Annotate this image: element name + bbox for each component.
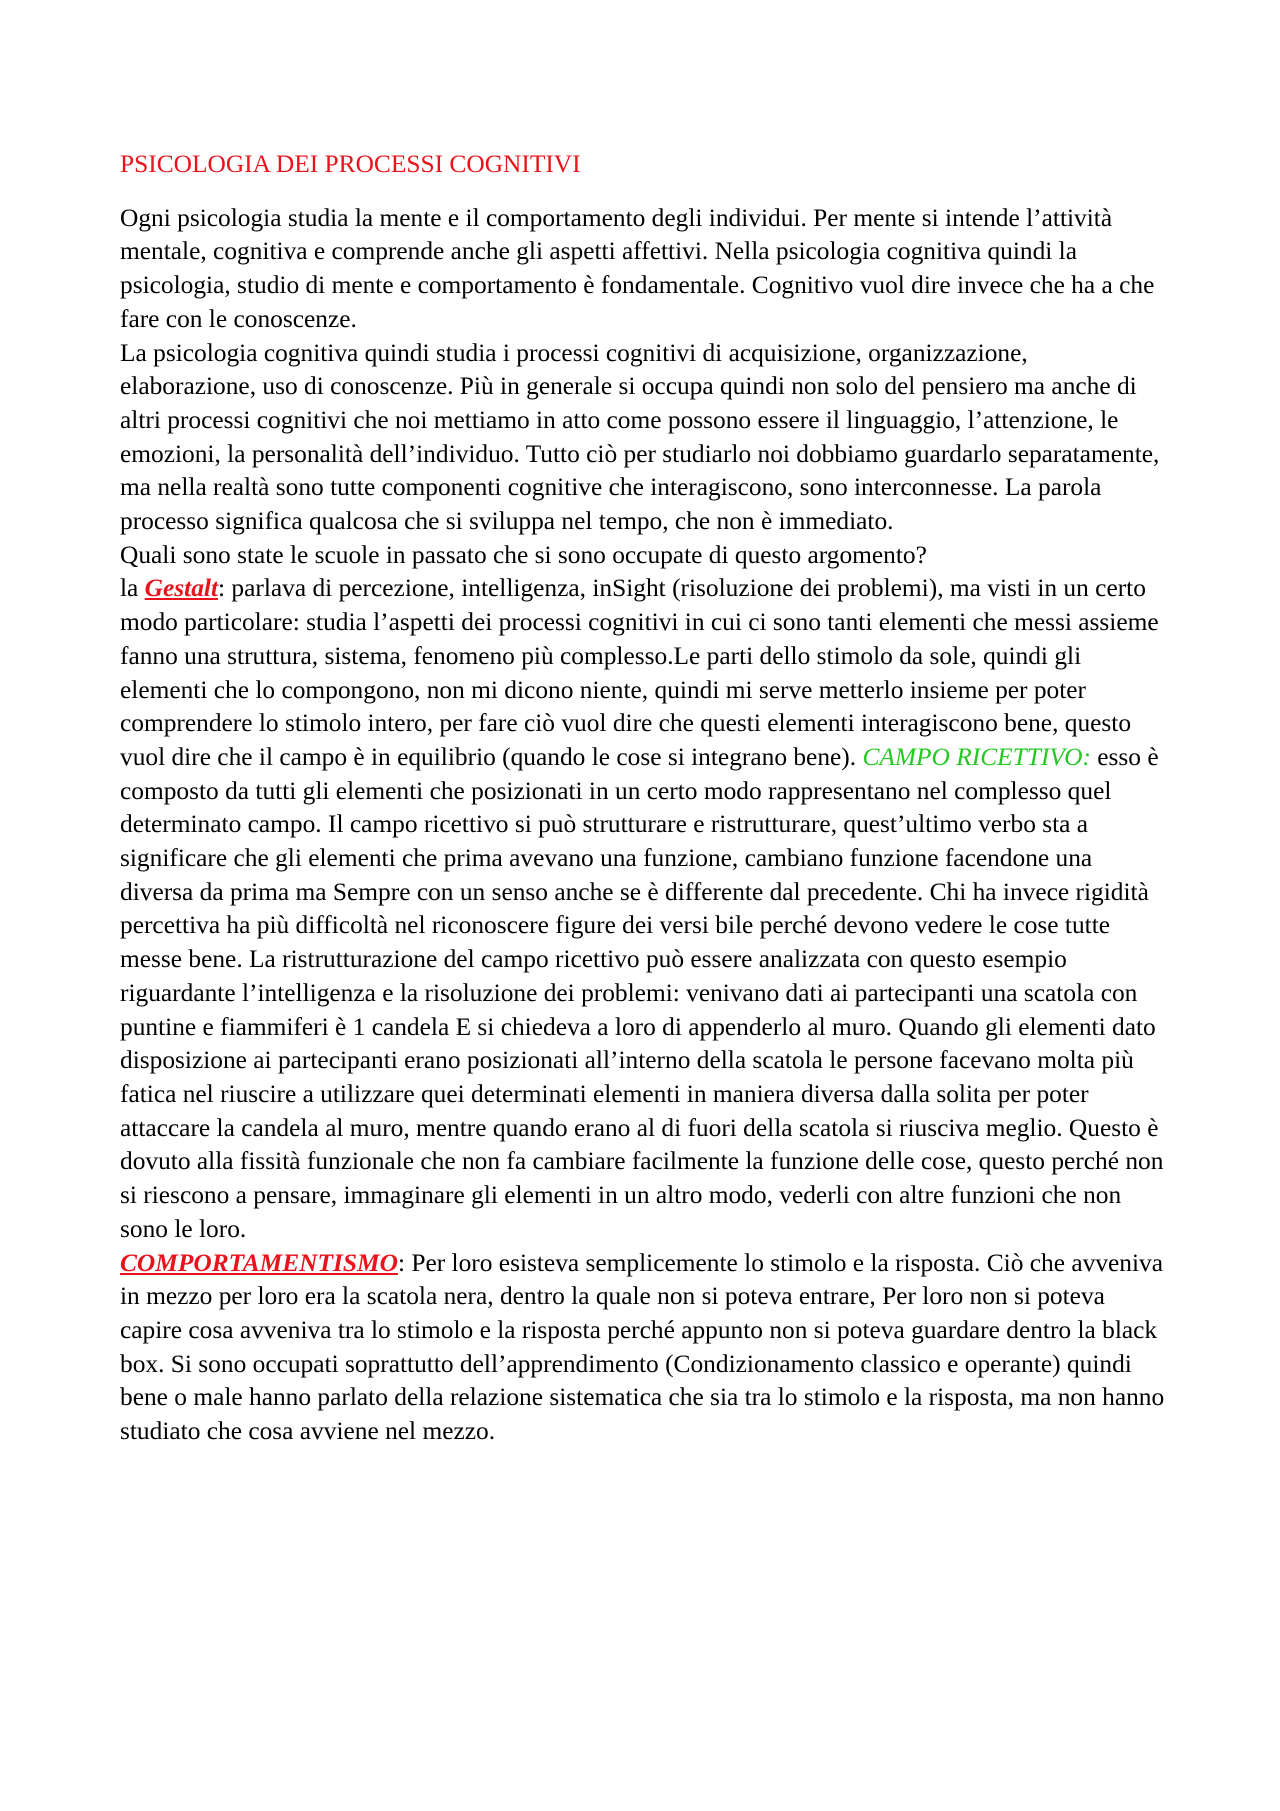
paragraph-cognitive-psychology: La psicologia cognitiva quindi studia i processi cognitivi di acquisizione, organizzazione, elaborazione, uso di conoscenze. Più in generale si occupa quindi non solo del pensiero ma anche di altri processi cognitivi che noi mettiamo in atto come possono essere il linguaggio, l’attenzione, le emozioni, la personalità dell’individuo. Tutto ciò per studiarlo noi dobbiamo guardarlo separatamente, ma nella realtà sono tutte componenti cognitive che interagiscono, sono interconnesse. La parola processo significa qualcosa che si sviluppa nel tempo, che non è immediato.: [120, 338, 1160, 536]
keyword-campo-ricettivo: CAMPO RICETTIVO:: [862, 742, 1091, 771]
keyword-gestalt: Gestalt: [144, 574, 219, 603]
paragraph-comportamentismo: [120, 1247, 1170, 1449]
gestalt-text-1: : parlava di percezione, intelligenza, inSight (risoluzione dei problemi), ma visti in un certo modo particolare: studia l’aspetti dei processi cognitivi in cui ci sono tanti elementi che messi assieme fanno una struttura, sistema, fenomeno più complesso.Le parti dello stimolo da sole, quindi gli elementi che lo compongono, non mi dicono niente, quindi mi serve metterlo insieme per poter comprendere lo stimolo intero, per fare ciò vuol dire che questi elementi interagiscono bene, questo vuol dire che il campo è in equilibrio (quando le cose si integrano bene).: [120, 574, 1159, 771]
paragraph-schools-question: Quali sono state le scuole in passato che si sono occupate di questo argomento?: [120, 540, 927, 569]
document-title: PSICOLOGIA DEI PROCESSI COGNITIVI: [120, 150, 581, 178]
gestalt-text-2: esso è composto da tutti gli elementi che posizionati in un certo modo rappresentano nel complesso quel determinato campo. Il campo ricettivo si può strutturare e ristrutturare, quest’ultimo verbo sta a significare che gli elementi che prima avevano una funzione, cambiano funzione facendone una diversa da prima ma Sempre con un senso anche se è differente dal precedente. Chi ha invece rigidità percettiva ha più difficoltà nel riconoscere figure dei versi bile perché devono vedere le cose tutte messe bene. La ristrutturazione del campo ricettivo può essere analizzata con questo esempio riguardante l’intelligenza e la risoluzione dei problemi: venivano dati ai partecipanti una scatola con puntine e fiammiferi è 1 candela E si chiedeva a loro di appenderlo al muro. Quando gli elementi dato disposizione ai partecipanti erano posizionati all’interno della scatola le persone facevano molta più fatica nel riuscire a utilizzare quei determinati elementi in maniera diversa dalla solita per poter attaccare la candela al muro, mentre quando erano al di fuori della scatola si riusciva meglio. Questo è dovuto alla fissità funzionale che non fa cambiare facilmente la funzione delle cose, questo perché non si riescono a pensare, immaginare gli elementi in un altro modo, vederli con altre funzioni che non sono le loro.: [120, 742, 1164, 1243]
paragraph-intro: Ogni psicologia studia la mente e il comportamento degli individui. Per mente si intende l’attività mentale, cognitiva e comprende anche gli aspetti affettivi. Nella psicologia cognitiva quindi la psicologia, studio di mente e comportamento è fondamentale. Cognitivo vuol dire invece che ha a che fare con le conoscenze.: [120, 203, 1155, 333]
document-page: [120, 148, 1170, 1449]
keyword-comportamentismo: COMPORTAMENTISMO: [120, 1248, 398, 1277]
gestalt-prefix: la: [120, 574, 145, 603]
comportamentismo-text: : Per loro esisteva semplicemente lo stimolo e la risposta. Ciò che avveniva in mezzo per loro era la scatola nera, dentro la quale non si poteva entrare, Per loro non si poteva capire cosa avveniva tra lo stimolo e la risposta perché appunto non si poteva guardare dentro la black box. Si sono occupati soprattutto dell’apprendimento (Condizionamento classico e operante) quindi bene o male hanno parlato della relazione sistematica che sia tra lo stimolo e la risposta, ma non hanno studiato che cosa avviene nel mezzo.: [120, 1248, 1165, 1446]
paragraph-gestalt: [120, 572, 1170, 1246]
